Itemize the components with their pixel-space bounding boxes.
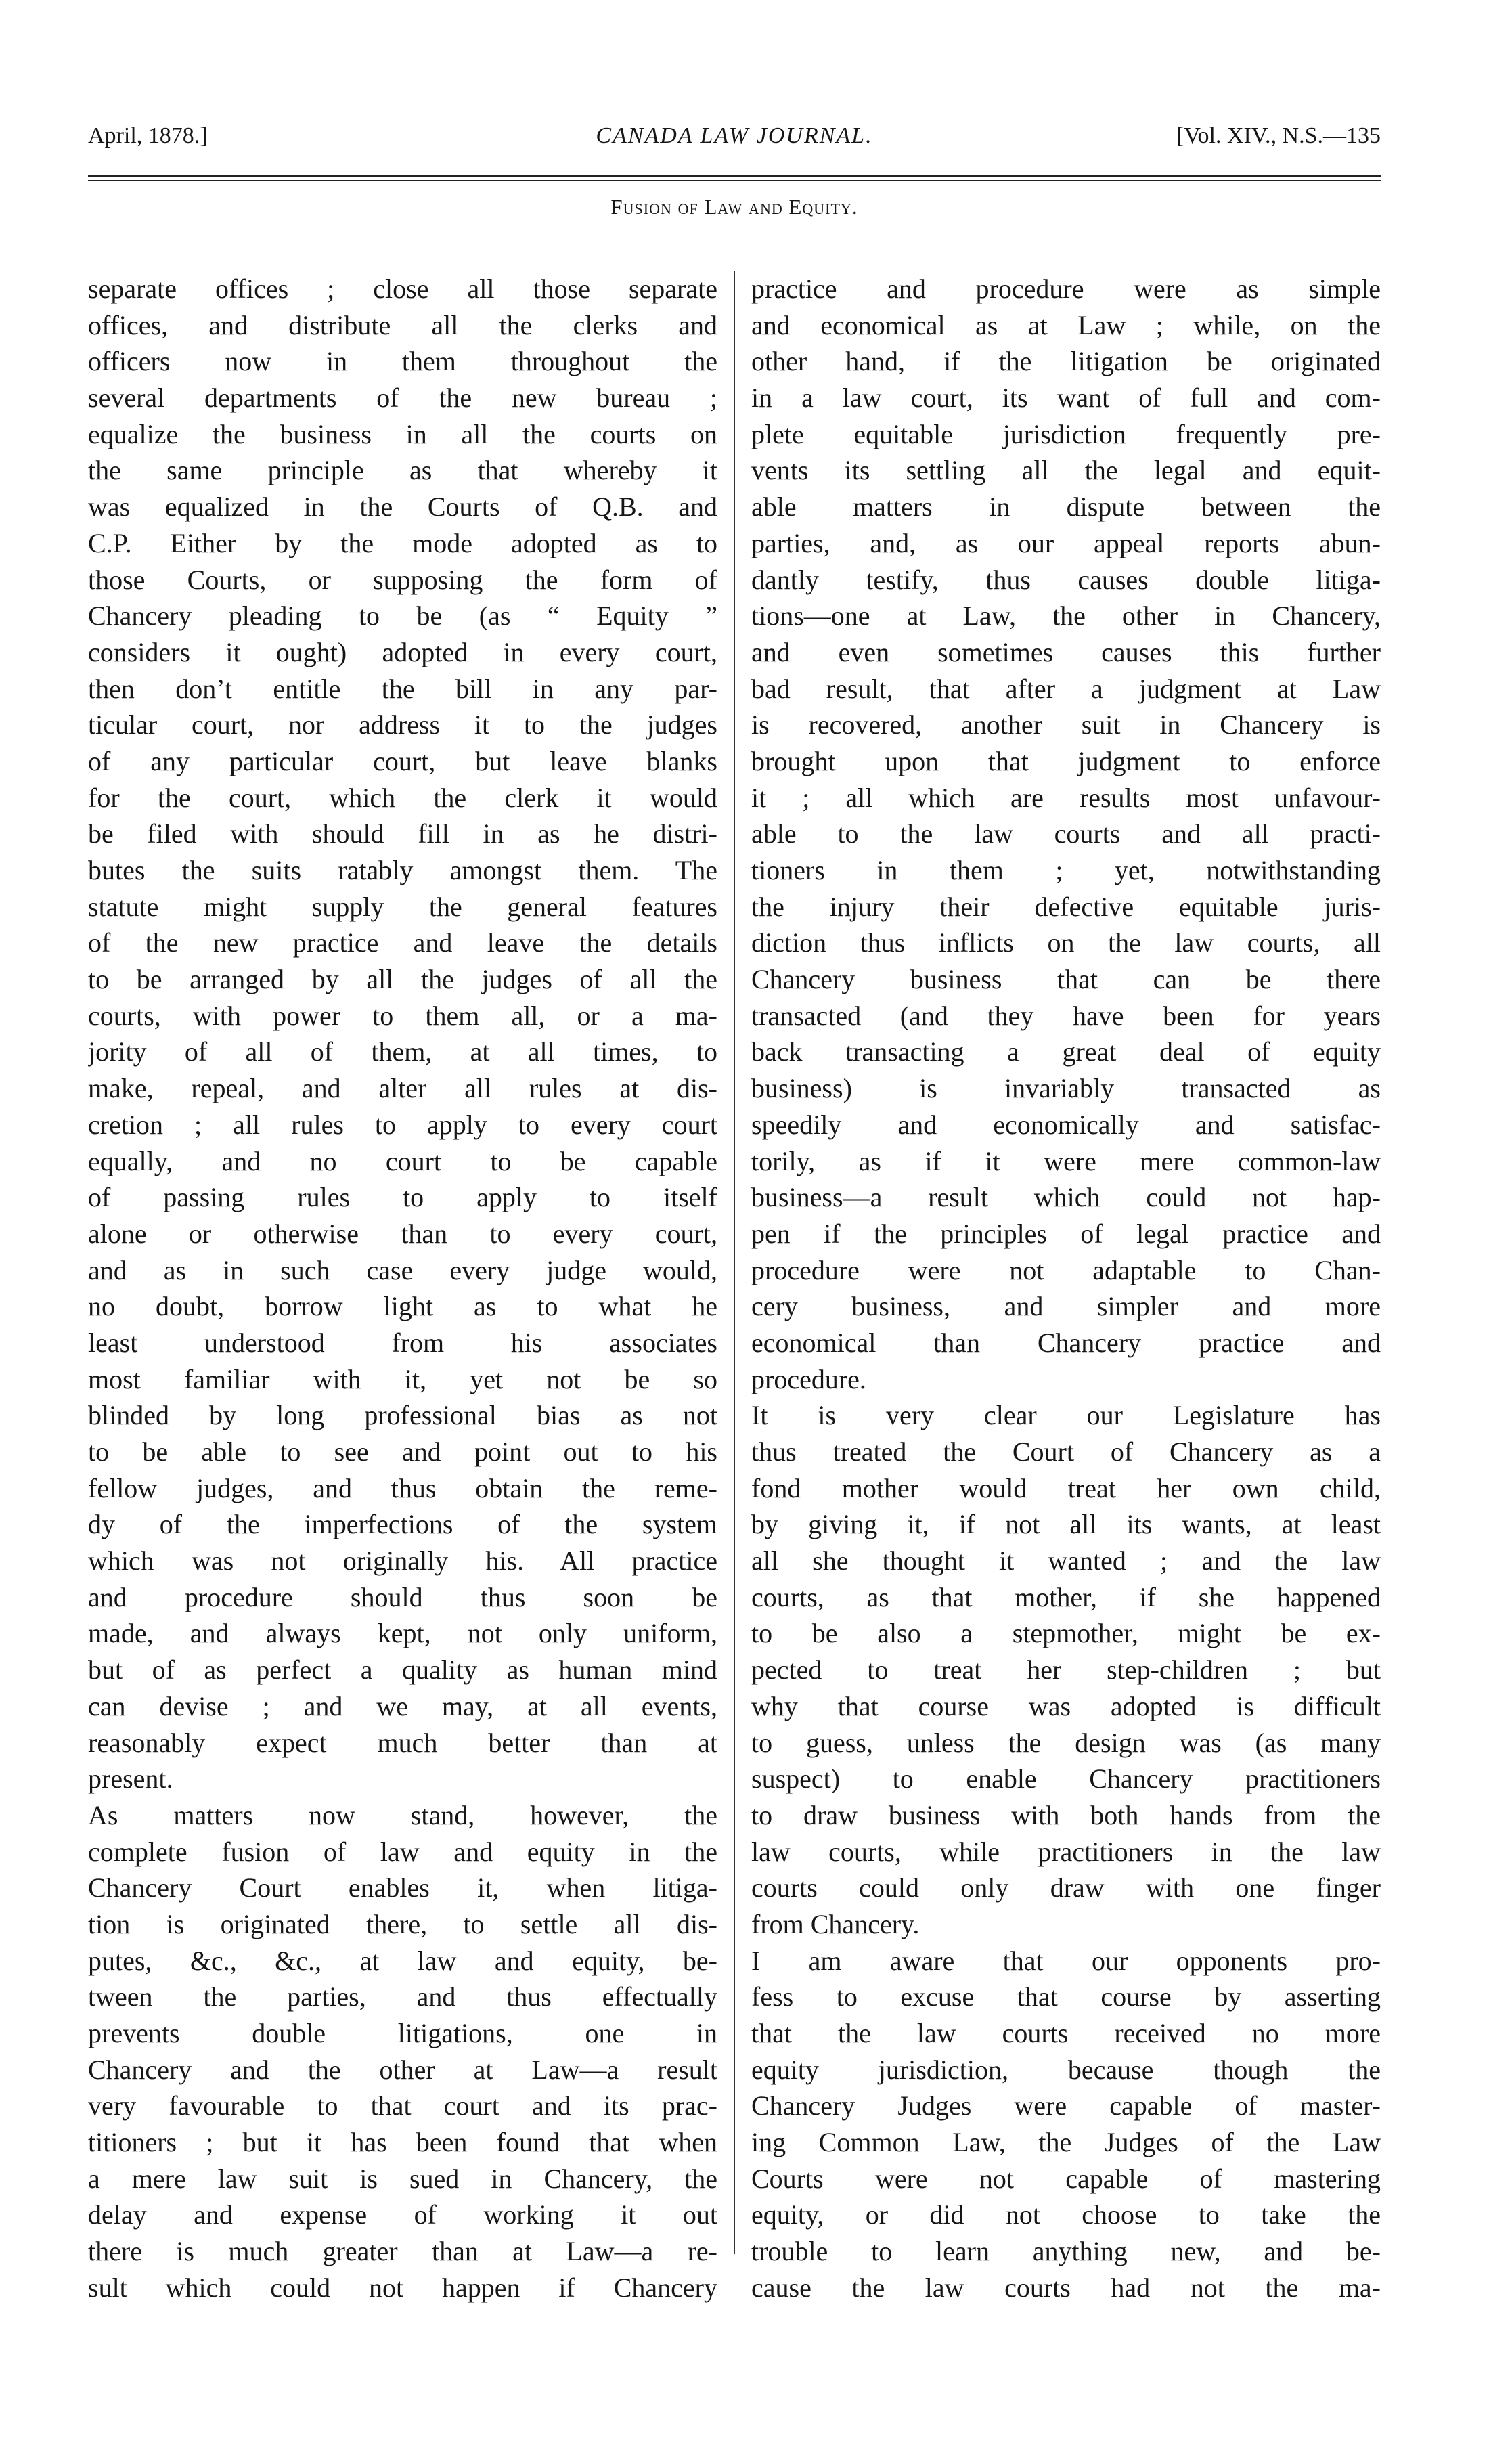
text-line: dantly testify, thus causes double litiga-	[751, 564, 1381, 595]
text-line: which was not originally his. All practice	[88, 1545, 717, 1577]
text-line: C.P. Either by the mode adopted as to	[88, 527, 717, 558]
text-line: made, and always kept, not only uniform,	[88, 1618, 717, 1649]
text-line: bad result, that after a judgment at Law	[751, 673, 1381, 704]
header-rule-thick	[88, 175, 1381, 177]
text-line: other hand, if the litigation be originated	[751, 346, 1381, 377]
text-line: all she thought it wanted ; and the law	[751, 1545, 1381, 1577]
text-line: procedure.	[751, 1363, 866, 1394]
text-line: thus treated the Court of Chancery as a	[751, 1436, 1381, 1467]
text-line: speedily and economically and satisfac-	[751, 1109, 1381, 1140]
text-line: in a law court, its want of full and com-	[751, 382, 1381, 414]
page-header	[88, 123, 1381, 164]
text-line: courts, with power to them all, or a ma-	[88, 1000, 717, 1031]
text-line: Chancery pleading to be (as “ Equity ”	[88, 600, 717, 632]
text-line: courts could only draw with one finger	[751, 1872, 1381, 1904]
text-line: there is much greater than at Law—a re-	[88, 2236, 717, 2267]
text-line: courts, as that mother, if she happened	[751, 1581, 1381, 1612]
text-line: reasonably expect much better than at	[88, 1727, 717, 1758]
text-line: titioners ; but it has been found that when	[88, 2127, 717, 2158]
text-line: pen if the principles of legal practice and	[751, 1218, 1381, 1249]
text-line: of any particular court, but leave blanks	[88, 745, 717, 776]
text-line: alone or otherwise than to every court,	[88, 1218, 717, 1249]
text-line: tions—one at Law, the other in Chancery,	[751, 600, 1381, 632]
right-column	[751, 271, 1381, 2306]
text-line: but of as perfect a quality as human mind	[88, 1654, 717, 1686]
text-line: law courts, while practitioners in the law	[751, 1836, 1381, 1867]
text-line: cery business, and simpler and more	[751, 1291, 1381, 1322]
text-line: for the court, which the clerk it would	[88, 782, 717, 813]
text-line: sult which could not happen if Chancery	[88, 2272, 717, 2303]
text-line: fess to excuse that course by asserting	[751, 1981, 1381, 2013]
text-line: to guess, unless the design was (as many	[751, 1727, 1381, 1758]
text-line: very favourable to that court and its prac-	[88, 2090, 717, 2121]
text-line: practice and procedure were as simple	[751, 273, 1381, 304]
text-line: Chancery Court enables it, when litiga-	[88, 1872, 717, 1904]
text-line: and economical as at Law ; while, on the	[751, 309, 1381, 340]
text-line: business—a result which could not hap-	[751, 1182, 1381, 1213]
text-line: can devise ; and we may, at all events,	[88, 1690, 717, 1721]
text-line: fellow judges, and thus obtain the reme-	[88, 1472, 717, 1503]
text-line: the injury their defective equitable juris-	[751, 891, 1381, 922]
journal-title: CANADA LAW JOURNAL.	[596, 123, 873, 148]
text-line: Courts were not capable of mastering	[751, 2163, 1381, 2194]
text-line: offices, and distribute all the clerks and	[88, 309, 717, 340]
text-line: It is very clear our Legislature has	[751, 1400, 1381, 1431]
text-line: most familiar with it, yet not be so	[88, 1363, 717, 1394]
text-line: As matters now stand, however, the	[88, 1799, 717, 1830]
text-line: able matters in dispute between the	[751, 491, 1381, 523]
column-divider	[734, 271, 735, 2254]
text-line: dy of the imperfections of the system	[88, 1509, 717, 1540]
text-line: to be arranged by all the judges of all the	[88, 964, 717, 995]
text-line: I am aware that our opponents pro-	[751, 1945, 1381, 1976]
text-line: was equalized in the Courts of Q.B. and	[88, 491, 717, 523]
text-line: of passing rules to apply to itself	[88, 1182, 717, 1213]
text-line: Chancery business that can be there	[751, 964, 1381, 995]
text-line: cretion ; all rules to apply to every court	[88, 1109, 717, 1140]
text-line: brought upon that judgment to enforce	[751, 745, 1381, 776]
text-line: pected to treat her step-children ; but	[751, 1654, 1381, 1686]
text-line: make, repeal, and alter all rules at dis-	[88, 1073, 717, 1104]
text-line: prevents double litigations, one in	[88, 2018, 717, 2048]
text-line: business) is invariably transacted as	[751, 1073, 1381, 1104]
text-line: putes, &c., &c., at law and equity, be-	[88, 1945, 717, 1976]
article-running-head: Fusion of Law and Equity.	[610, 195, 858, 219]
text-line: present.	[88, 1763, 173, 1795]
volume-page-number: [Vol. XIV., N.S.—135	[1176, 123, 1381, 148]
left-column	[88, 271, 717, 2306]
text-line: separate offices ; close all those separate	[88, 273, 717, 304]
text-line: that the law courts received no more	[751, 2018, 1381, 2048]
text-line: Chancery and the other at Law—a result	[88, 2054, 717, 2085]
text-line: tioners in them ; yet, notwithstanding	[751, 855, 1381, 885]
text-line: blinded by long professional bias as not	[88, 1400, 717, 1431]
text-line: torily, as if it were mere common-law	[751, 1145, 1381, 1176]
header-rule-thin	[88, 180, 1381, 181]
journal-page	[88, 0, 1381, 2441]
text-line: complete fusion of law and equity in the	[88, 1836, 717, 1867]
text-line: why that course was adopted is difficult	[751, 1690, 1381, 1721]
text-line: then don’t entitle the bill in any par-	[88, 673, 717, 704]
text-line: vents its settling all the legal and equit-	[751, 455, 1381, 486]
text-line: delay and expense of working it out	[88, 2199, 717, 2230]
text-line: cause the law courts had not the ma-	[751, 2272, 1381, 2303]
text-line: procedure were not adaptable to Chan-	[751, 1254, 1381, 1285]
text-line: equalize the business in all the courts on	[88, 418, 717, 449]
text-line: and procedure should thus soon be	[88, 1581, 717, 1612]
text-line: tween the parties, and thus effectually	[88, 1981, 717, 2013]
text-line: back transacting a great deal of equity	[751, 1036, 1381, 1068]
text-line: plete equitable jurisdiction frequently pre-	[751, 418, 1381, 449]
text-line: and as in such case every judge would,	[88, 1254, 717, 1285]
text-line: from Chancery.	[751, 1908, 920, 1939]
text-line: and even sometimes causes this further	[751, 636, 1381, 667]
text-line: fond mother would treat her own child,	[751, 1472, 1381, 1503]
text-line: of the new practice and leave the details	[88, 927, 717, 959]
text-line: by giving it, if not all its wants, at least	[751, 1509, 1381, 1540]
text-line: statute might supply the general features	[88, 891, 717, 922]
text-line: to be also a stepmother, might be ex-	[751, 1618, 1381, 1649]
text-line: trouble to learn anything new, and be-	[751, 2236, 1381, 2267]
issue-date: April, 1878.]	[88, 123, 208, 148]
text-line: ing Common Law, the Judges of the Law	[751, 2127, 1381, 2158]
text-line: officers now in them throughout the	[88, 346, 717, 377]
text-line: no doubt, borrow light as to what he	[88, 1291, 717, 1322]
text-line: the same principle as that whereby it	[88, 455, 717, 486]
text-line: suspect) to enable Chancery practitioners	[751, 1763, 1381, 1795]
text-line: equity, or did not choose to take the	[751, 2199, 1381, 2230]
text-line: parties, and, as our appeal reports abun-	[751, 527, 1381, 558]
text-line: several departments of the new bureau ;	[88, 382, 717, 414]
text-line: ticular court, nor address it to the judges	[88, 709, 717, 741]
text-line: is recovered, another suit in Chancery is	[751, 709, 1381, 741]
text-line: jority of all of them, at all times, to	[88, 1036, 717, 1068]
text-line: to draw business with both hands from the	[751, 1799, 1381, 1830]
text-line: equally, and no court to be capable	[88, 1145, 717, 1176]
text-line: to be able to see and point out to his	[88, 1436, 717, 1467]
text-line: it ; all which are results most unfavour-	[751, 782, 1381, 813]
text-line: diction thus inflicts on the law courts, all	[751, 927, 1381, 959]
text-line: a mere law suit is sued in Chancery, the	[88, 2163, 717, 2194]
text-line: butes the suits ratably amongst them. The	[88, 855, 717, 885]
text-line: be filed with should fill in as he distri-	[88, 818, 717, 850]
text-line: tion is originated there, to settle all dis-	[88, 1908, 717, 1939]
text-line: those Courts, or supposing the form of	[88, 564, 717, 595]
text-line: equity jurisdiction, because though the	[751, 2054, 1381, 2085]
text-line: able to the law courts and all practi-	[751, 818, 1381, 850]
text-line: Chancery Judges were capable of master-	[751, 2090, 1381, 2121]
text-line: transacted (and they have been for years	[751, 1000, 1381, 1031]
text-line: considers it ought) adopted in every court,	[88, 636, 717, 667]
text-line: least understood from his associates	[88, 1327, 717, 1358]
text-line: economical than Chancery practice and	[751, 1327, 1381, 1358]
